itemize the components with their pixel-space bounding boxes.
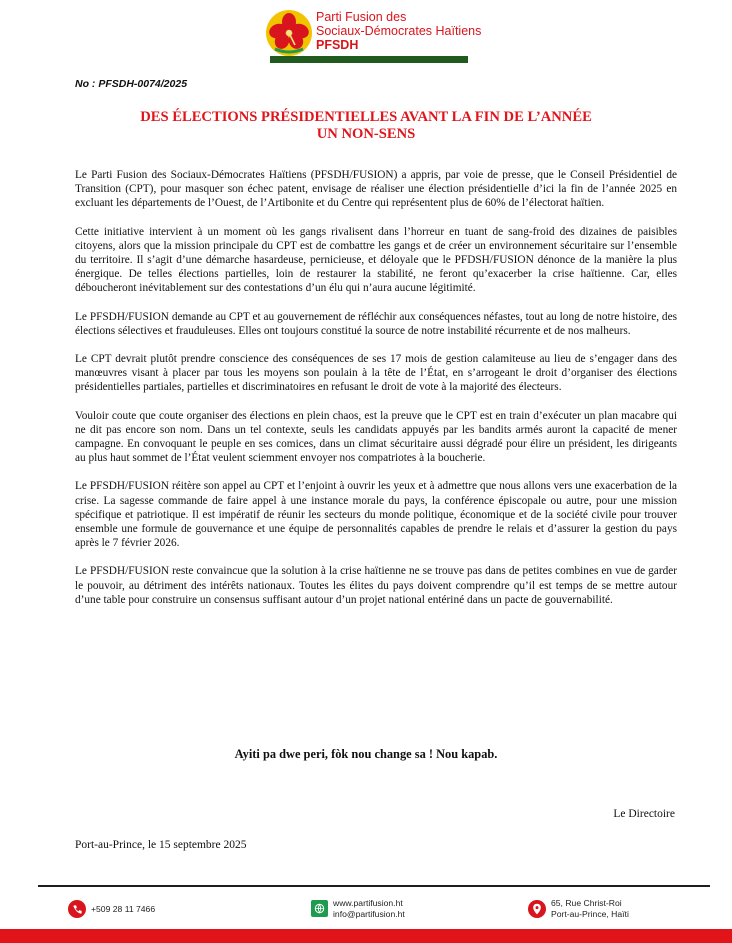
footer-address	[528, 898, 629, 919]
location-pin-icon	[528, 900, 546, 918]
web-icon	[311, 900, 328, 917]
hibiscus-logo-icon	[265, 9, 313, 57]
slogan: Ayiti pa dwe peri, fòk nou change sa ! Nou kapab.	[234, 747, 498, 761]
paragraph-2: Cette initiative intervient à un moment où les gangs rivalisent dans l’horreur en tuant de sang-froid des dizaines de paisibles citoyens, alors que la mission principale du CPT est de combattre les gangs et de créer un environnement sécuritaire sur l’ensemble du territoire. Il s’agit d’une démarche hasardeuse, pernicieuse, et déloyale que le PFDSH/FUSION dénonce de la manière la plus énergique. De telles élections partielles, loin de restaurer la stabilité, ne feront qu’exacerber la crise haïtienne. Car, elles déboucheront inévitablement sur des contestations d’un élu qui n’aura aucune légitimité.	[75, 225, 677, 295]
signature: Le Directoire	[613, 808, 675, 820]
place-and-date: Port-au-Prince, le 15 septembre 2025	[75, 839, 247, 851]
party-name	[316, 10, 481, 52]
footer-web	[311, 898, 405, 919]
document-title	[60, 109, 672, 143]
address-line-2: Port-au-Prince, Haïti	[551, 908, 629, 919]
letter-body	[75, 168, 677, 621]
phone-number: +509 28 11 7466	[91, 904, 156, 914]
logo-line-1: Parti Fusion des	[316, 10, 407, 24]
paragraph-6: Le PFSDH/FUSION réitère son appel au CPT et l’enjoint à ouvrir les yeux et à admettre que nous allons vers une exacerbation de la crise. La sagesse commande de faire appel à une instance morale du pays, la conférence épiscopale ou autre, pour une mission spécifique et patriotique. Il est impératif de réunir les secteurs du monde politique, économique et de la société civile pour trouver ensemble une formule de gouvernance et une équipe de personnalités capables de prendre le relais et d’assurer la gestion du pays après le 7 février 2026.	[75, 480, 677, 550]
header-green-bar	[270, 56, 468, 63]
paragraph-4: Le CPT devrait plutôt prendre conscience des conséquences de ses 17 mois de gestion calamiteuse au lieu de s’engager dans des manœuvres visant à placer par tous les moyens son poulain à la tête de l’État, en s’arrogeant le droit d’organiser des élections présidentielles partiales, partielles et discriminatoires en refusant le droit de vote à la majorité des électeurs.	[75, 353, 677, 394]
paragraph-7: Le PFSDH/FUSION reste convaincue que la solution à la crise haïtienne ne se trouve pas dans de petites combines en vue de garder le pouvoir, au détriment des intérêts nationaux. Toutes les élites du pays doivent comprendre qu’il est temps de se mettre autour d’une table pour construire un consensus suffisant autour d’un projet national entériné dans un pacte de gouvernabilité.	[75, 565, 677, 606]
phone-icon	[68, 900, 86, 918]
footer-divider	[38, 885, 710, 887]
logo-line-2: Sociaux-Démocrates Haïtiens	[316, 24, 482, 38]
footer-phone	[68, 900, 155, 918]
paragraph-3: Le PFSDH/FUSION demande au CPT et au gouvernement de réfléchir aux conséquences néfastes, tout au long de notre histoire, des élections sélectives et frauduleuses. Elles ont toujours constitué la source de notre instabilité récurrente et de nos malheurs.	[75, 310, 677, 337]
title-line-2: UN NON-SENS	[316, 126, 416, 142]
address-line-1: 65, Rue Christ-Roi	[551, 898, 622, 908]
paragraph-5: Vouloir coute que coute organiser des élections en plein chaos, est la preuve que le CPT est en train d’exécuter un plan macabre qui ne dit pas encore son nom. Dans un tel contexte, seuls les candidats appuyés par les bandits armés auront la capacité de mener campagne. En convoquant le peuple en ses comices, dans un climat sécuritaire aussi dégradé pour élire un président, les dirigeants au plus haut sommet de l’État veulent sciemment envoyer nos compatriotes à la boucherie.	[75, 409, 677, 465]
paragraph-1: Le Parti Fusion des Sociaux-Démocrates Haïtiens (PFSDH/FUSION) a appris, par voie de presse, que le Conseil Présidentiel de Transition (CPT), pour masquer son échec patent, envisage de réaliser une élection présidentielle d’ici la fin de l’année 2025 en excluant les départements de l’Ouest, de l’Artibonite et du Centre qui représentent plus de 60% de l’électorat haïtien.	[75, 169, 677, 210]
website-link[interactable]: www.partifusion.ht	[333, 898, 403, 908]
logo-acronym: PFSDH	[316, 38, 359, 52]
email-link[interactable]: info@partifusion.ht	[333, 908, 405, 919]
title-line-1: DES ÉLECTIONS PRÉSIDENTIELLES AVANT LA FIN DE L’ANNÉE	[140, 109, 592, 125]
footer-red-bar	[0, 929, 732, 943]
reference-number: No : PFSDH-0074/2025	[75, 78, 188, 90]
